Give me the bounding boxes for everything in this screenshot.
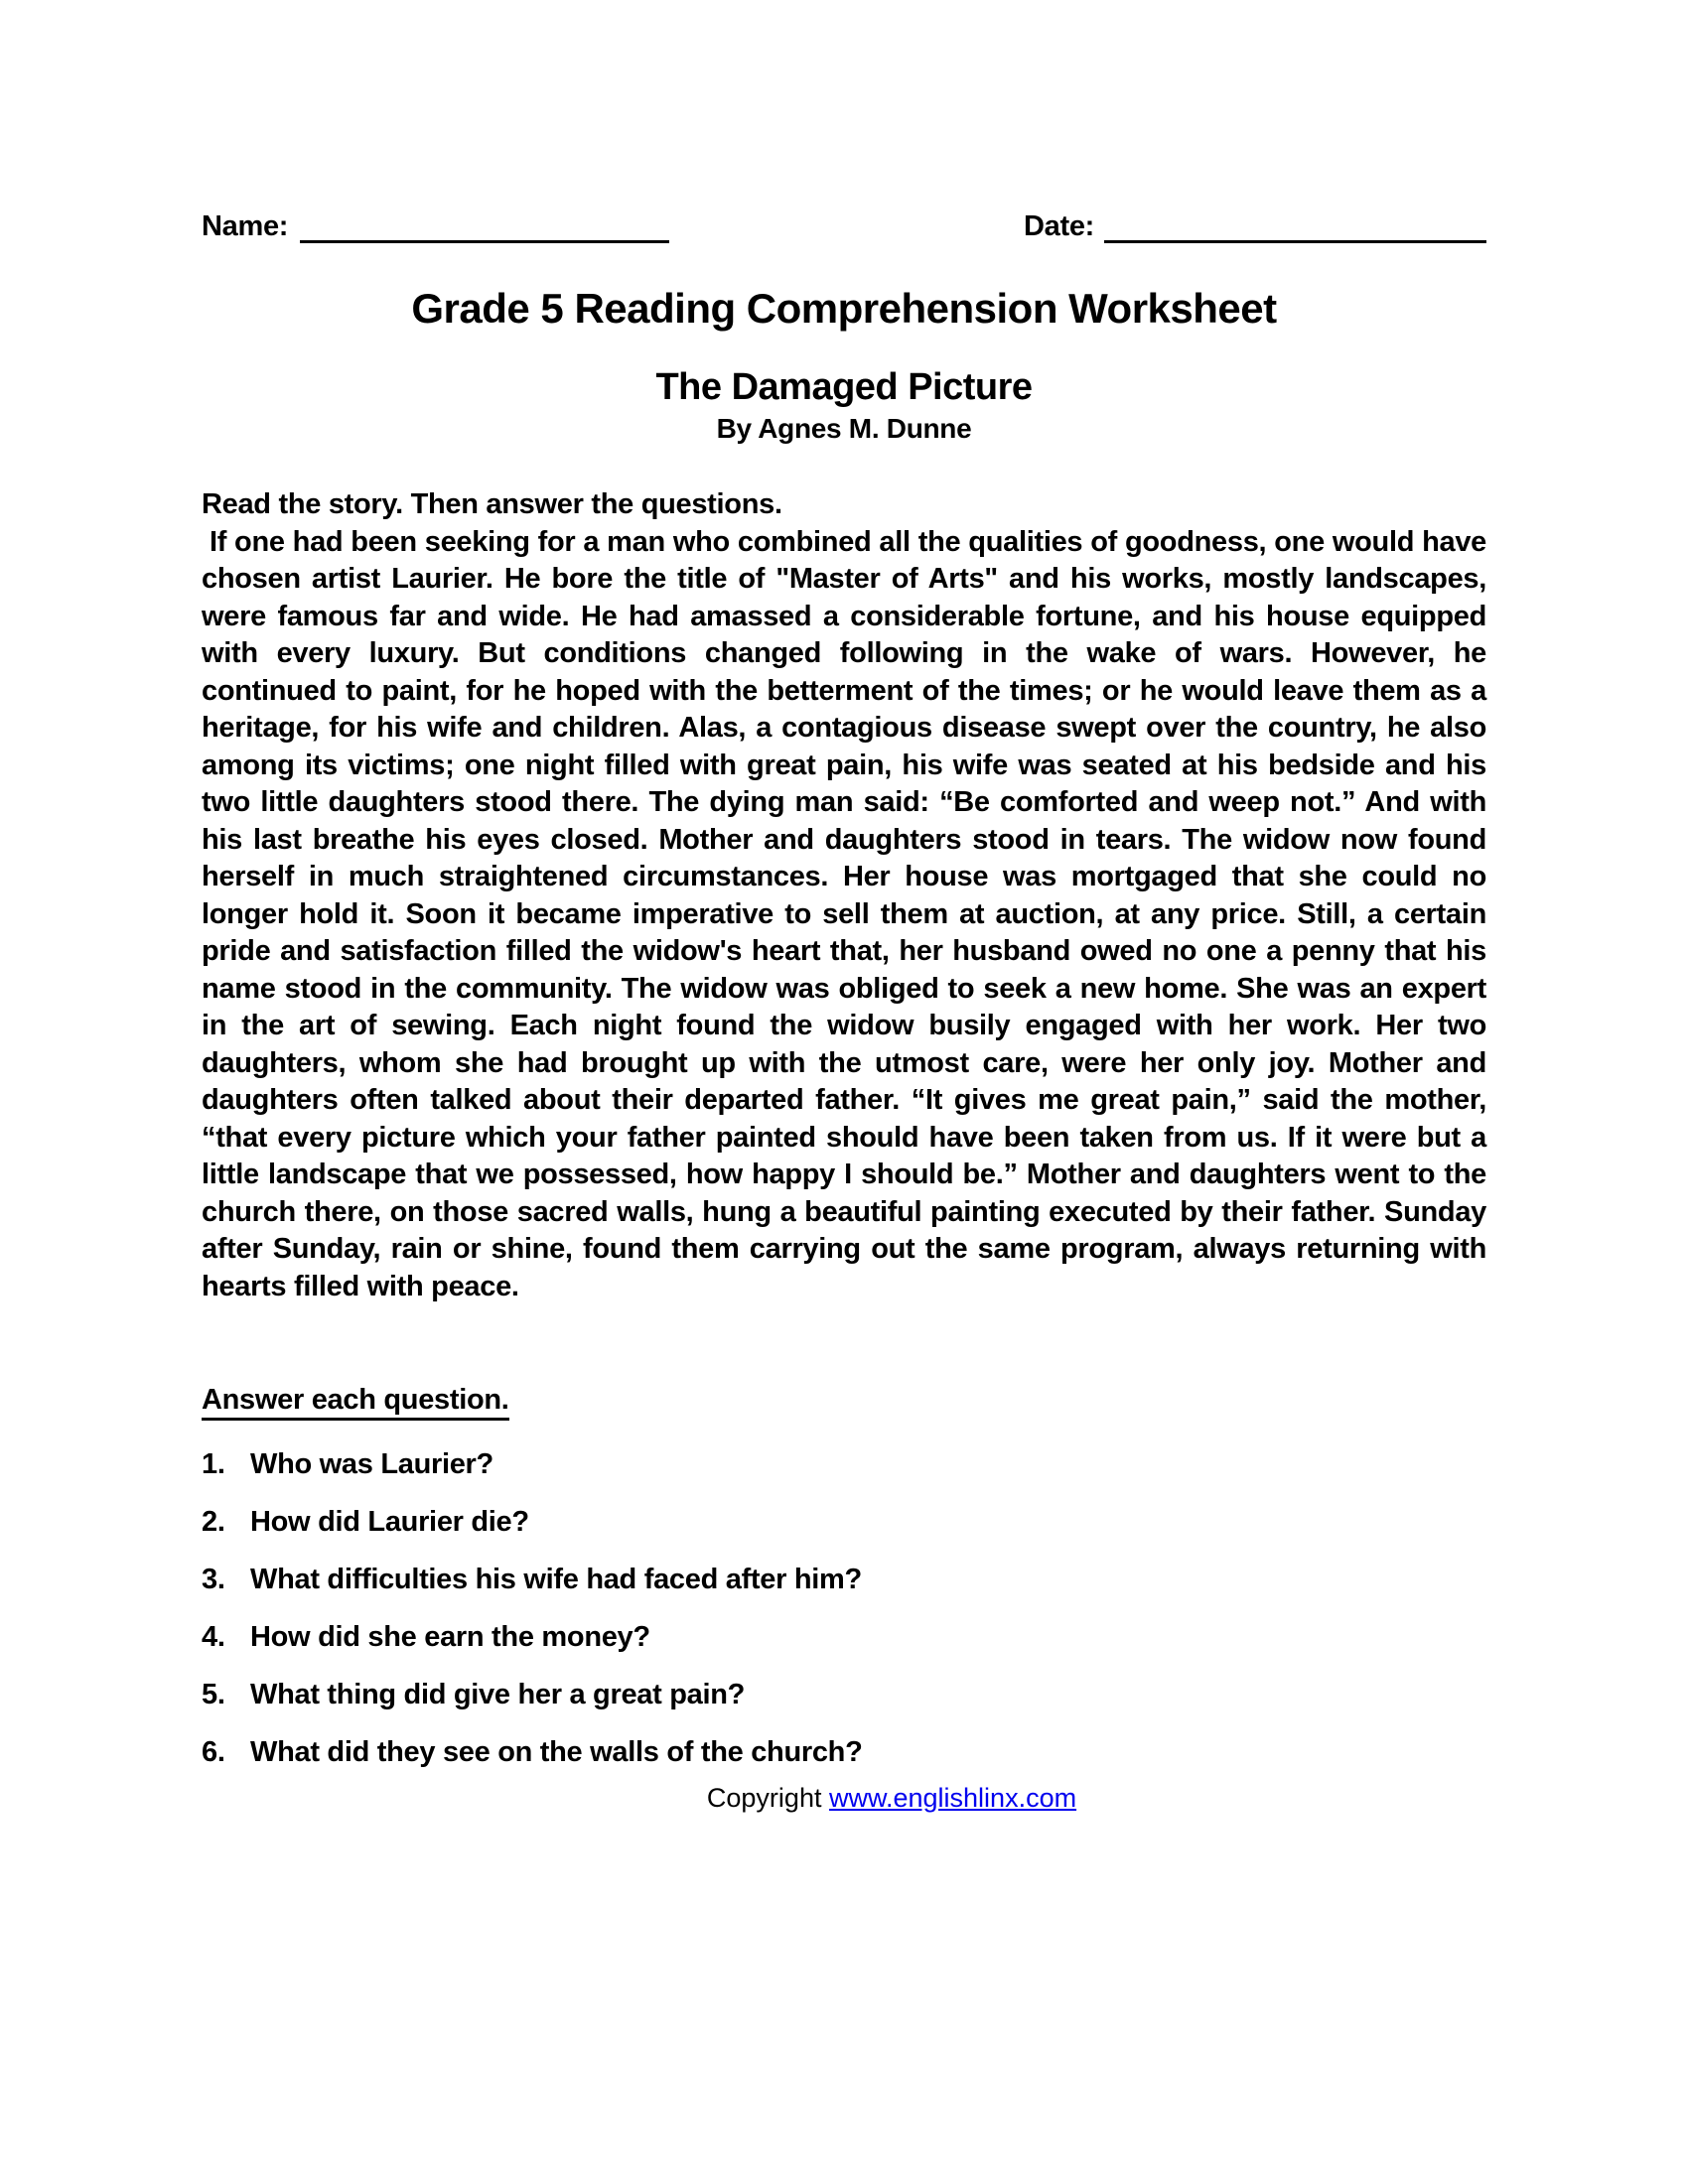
question-text: How did Laurier die?	[250, 1506, 529, 1538]
question-item	[202, 1445, 1486, 1483]
instructions-line: Read the story. Then answer the questions.	[202, 488, 782, 520]
name-field-group	[202, 210, 669, 243]
question-item	[202, 1618, 1486, 1656]
question-item	[202, 1503, 1486, 1541]
question-text: How did she earn the money?	[250, 1621, 650, 1653]
worksheet-title: Grade 5 Reading Comprehension Worksheet	[411, 285, 1277, 332]
question-number: 1.	[202, 1448, 225, 1480]
date-label: Date:	[1023, 210, 1094, 242]
question-text: What did they see on the walls of the church?	[250, 1736, 863, 1768]
question-number: 6.	[202, 1736, 225, 1768]
copyright-link[interactable]: www.englishlinx.com	[828, 1783, 1077, 1813]
header-row	[202, 210, 1486, 243]
story-title: The Damaged Picture	[655, 366, 1033, 408]
date-blank-line	[1104, 210, 1486, 243]
question-number: 3.	[202, 1564, 225, 1595]
copyright-line	[249, 1783, 1534, 1814]
question-list	[202, 1445, 1486, 1771]
answer-section-heading	[202, 1381, 1486, 1419]
question-number: 2.	[202, 1506, 225, 1538]
question-item	[202, 1561, 1486, 1598]
question-text: What difficulties his wife had faced after him?	[250, 1564, 862, 1595]
question-number: 4.	[202, 1621, 225, 1653]
name-blank-line	[300, 210, 669, 243]
name-label: Name:	[202, 210, 289, 242]
question-number: 5.	[202, 1679, 225, 1710]
answer-section-heading-text: Answer each question.	[202, 1384, 509, 1421]
story-paragraph: If one had been seeking for a man who combined all the qualities of goodness, one would have chosen artist Laurier. He bore the title of "Master of Arts" and his works, mostly landscapes, were famous far and wide. He had amassed a considerable fortune, and his house equipped with every luxury. But conditions changed following in the wake of wars. However, he continued to paint, for he hoped with the betterment of the times; or he would leave them as a heritage, for his wife and children. Alas, a contagious disease swept over the country, he also among its victims; one night filled with great pain, his wife was seated at his bedside and his two little daughters stood there. The dying man said: “Be comforted and weep not.” And with his last breathe his eyes closed. Mother and daughters stood in tears. The widow now found herself in much straightened circumstances. Her house was mortgaged that she could no longer hold it. Soon it became imperative to sell them at auction, at any price. Still, a certain pride and satisfaction filled the widow's heart that, her husband owed no one a penny that his name stood in the community. The widow was obliged to seek a new home. She was an expert in the art of sewing. Each night found the widow busily engaged with her work. Her two daughters, whom she had brought up with the utmost care, were her only joy. Mother and daughters often talked about their departed father. “It gives me great pain,” said the mother, “that every picture which your father painted should have been taken from us. If it were but a little landscape that we possessed, how happy I should be.” Mother and daughters went to the church there, on those sacred walls, hung a beautiful painting executed by their father. Sunday after Sunday, rain or shine, found them carrying out the same program, always returning with hearts filled with peace.	[202, 525, 1486, 1302]
copyright-text: Copyright	[706, 1783, 822, 1813]
question-item	[202, 1733, 1486, 1771]
question-item	[202, 1676, 1486, 1713]
date-field-group	[1024, 210, 1486, 243]
question-text: What thing did give her a great pain?	[250, 1679, 746, 1710]
question-text: Who was Laurier?	[250, 1448, 493, 1480]
story-byline: By Agnes M. Dunne	[716, 413, 972, 444]
